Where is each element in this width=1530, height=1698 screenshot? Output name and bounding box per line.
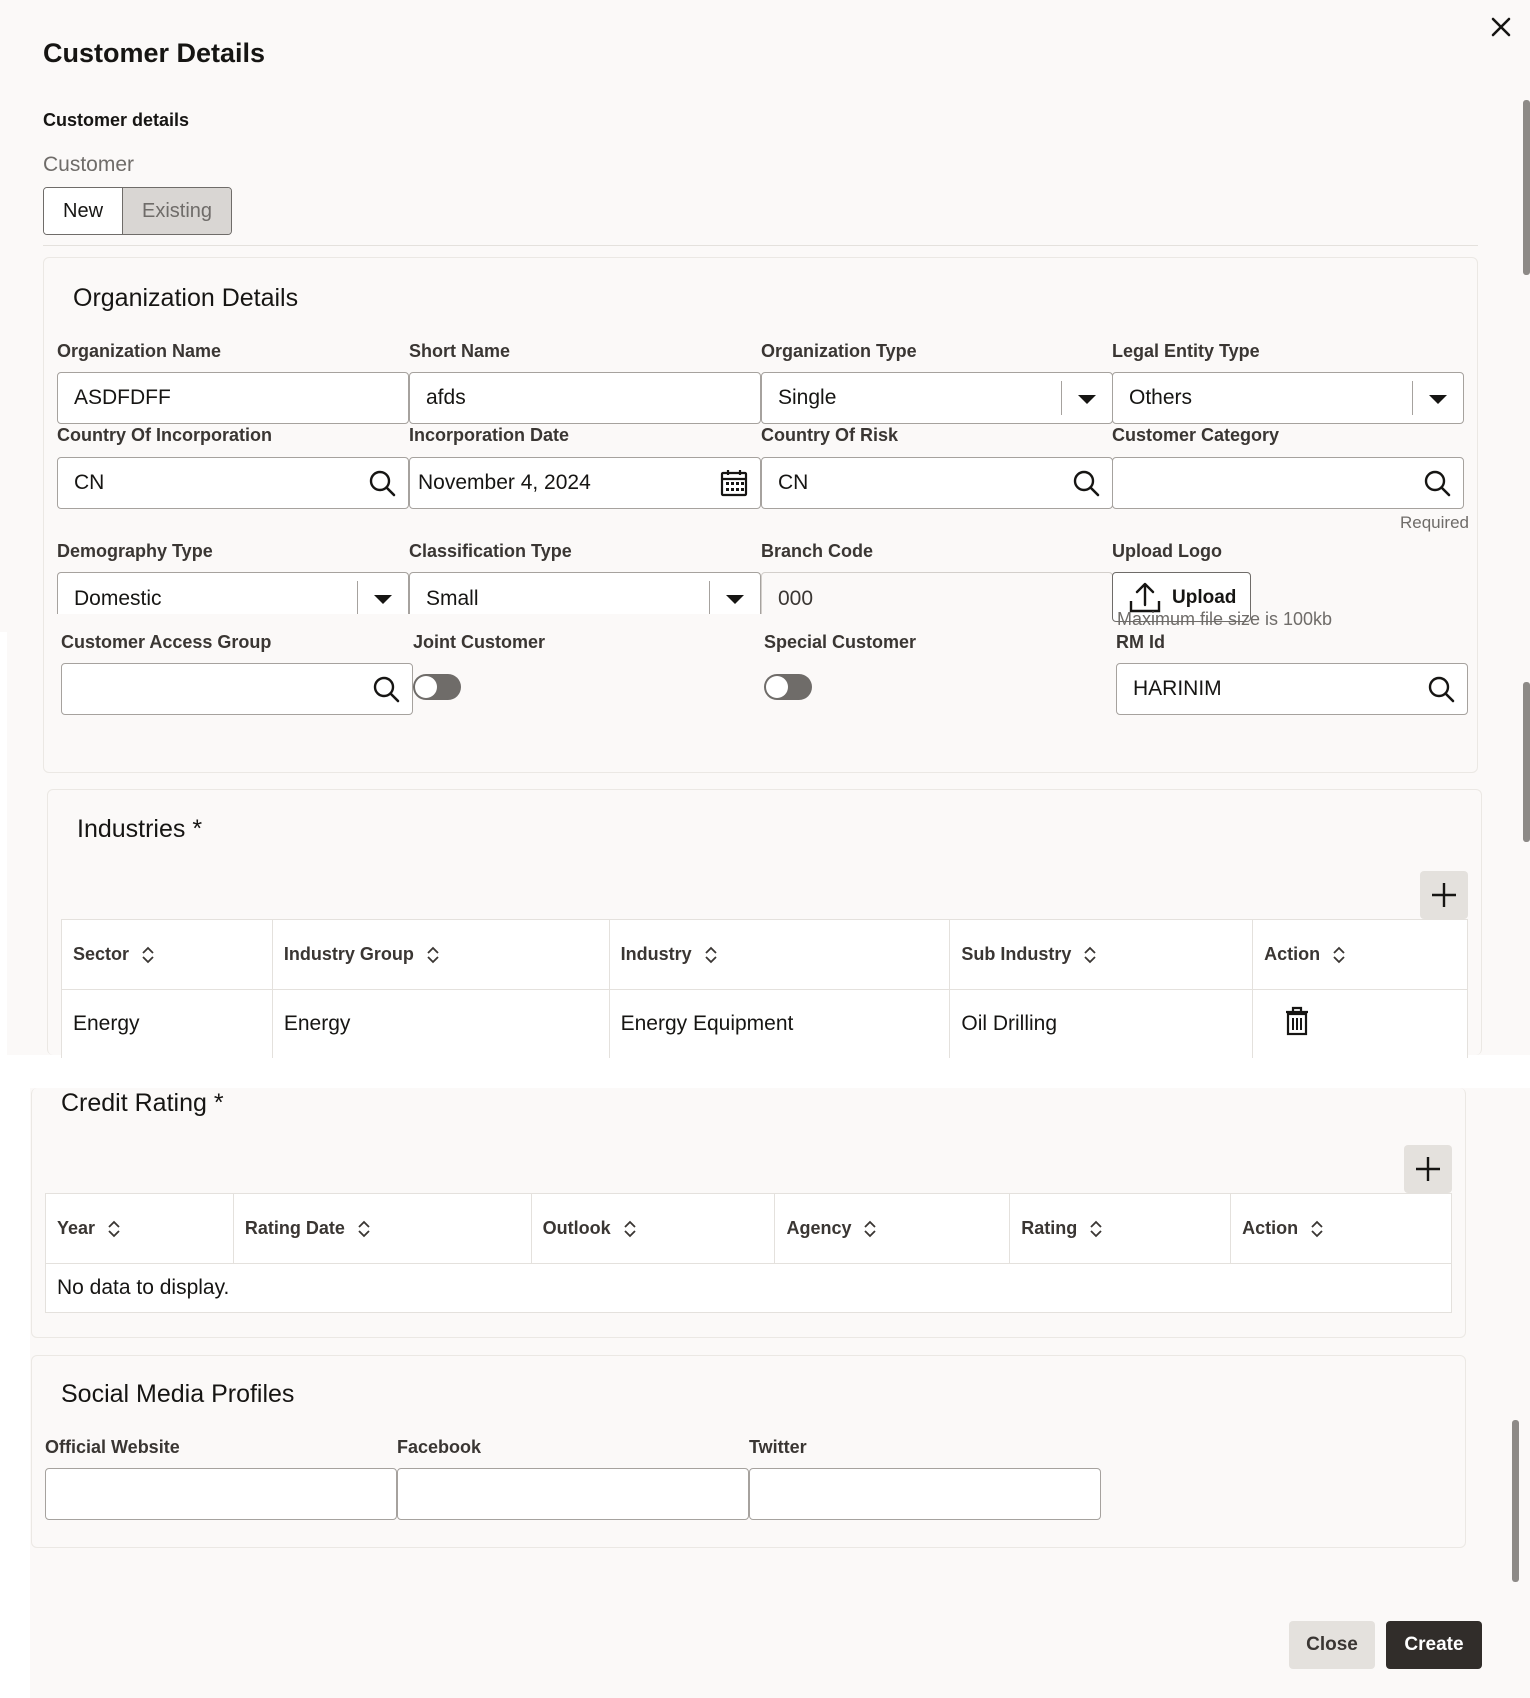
cell-industry-group: Energy <box>272 990 609 1058</box>
search-icon[interactable] <box>368 469 396 497</box>
org-name-label: Organization Name <box>57 341 222 361</box>
rm-id-label: RM Id <box>1116 632 1165 652</box>
legal-entity-label: Legal Entity Type <box>1112 341 1260 361</box>
scrollbar-thumb[interactable] <box>1523 100 1530 275</box>
plus-icon <box>1414 1155 1442 1183</box>
joint-customer-label: Joint Customer <box>413 632 546 652</box>
search-icon[interactable] <box>1072 469 1100 497</box>
sort-icon <box>107 1219 121 1239</box>
sort-icon <box>1083 945 1097 965</box>
country-inc-input[interactable]: CN <box>57 457 409 509</box>
col-year[interactable]: Year <box>46 1194 234 1264</box>
cell-action <box>1253 990 1468 1058</box>
org-type-select[interactable]: Single <box>761 372 1113 424</box>
sort-icon <box>623 1219 637 1239</box>
col-action[interactable]: Action <box>1253 920 1468 990</box>
scrollbar-thumb[interactable] <box>1512 1420 1519 1582</box>
customer-label: Customer <box>43 153 135 176</box>
sort-icon <box>1310 1219 1324 1239</box>
cell-sub-industry: Oil Drilling <box>950 990 1253 1058</box>
col-rating[interactable]: Rating <box>1010 1194 1231 1264</box>
access-group-input[interactable] <box>61 663 413 715</box>
scrollbar-thumb[interactable] <box>1523 682 1530 842</box>
industries-table <box>61 919 1468 1058</box>
classification-select[interactable]: Small <box>409 572 761 614</box>
inc-date-input[interactable]: November 4, 2024 <box>409 457 761 509</box>
left-edge-lower <box>0 1088 30 1698</box>
country-inc-label: Country Of Incorporation <box>57 425 272 445</box>
organization-title: Organization Details <box>73 284 299 312</box>
short-name-input[interactable]: afds <box>409 372 761 424</box>
sort-icon <box>357 1219 371 1239</box>
country-risk-label: Country Of Risk <box>761 425 899 445</box>
screenshot-seam <box>0 1055 1530 1088</box>
branch-code-label: Branch Code <box>761 541 874 561</box>
branch-code-input: 000 <box>761 572 1113 614</box>
rm-id-input[interactable]: HARINIM <box>1116 663 1468 715</box>
col-sub-industry[interactable]: Sub Industry <box>950 920 1253 990</box>
sort-icon <box>704 945 718 965</box>
cust-category-label: Customer Category <box>1112 425 1280 445</box>
twitter-input[interactable] <box>749 1468 1101 1520</box>
demography-label: Demography Type <box>57 541 213 561</box>
search-icon[interactable] <box>1427 675 1455 703</box>
divider <box>43 245 1478 246</box>
sort-icon <box>863 1219 877 1239</box>
table-row <box>62 990 1468 1058</box>
add-credit-rating-button[interactable] <box>1404 1145 1452 1193</box>
col-industry-group[interactable]: Industry Group <box>272 920 609 990</box>
upload-button-label: Upload <box>1172 587 1237 608</box>
plus-icon <box>1430 881 1458 909</box>
classification-label: Classification Type <box>409 541 572 561</box>
org-name-input[interactable]: ASDFDFF <box>57 372 409 424</box>
facebook-label: Facebook <box>397 1437 482 1457</box>
website-label: Official Website <box>45 1437 180 1457</box>
credit-rating-title: Credit Rating * <box>61 1089 224 1117</box>
cell-sector: Energy <box>62 990 273 1058</box>
required-hint: Required <box>1400 513 1469 532</box>
col-rating-date[interactable]: Rating Date <box>233 1194 531 1264</box>
cell-industry: Energy Equipment <box>609 990 950 1058</box>
sort-icon <box>1089 1219 1103 1239</box>
col-sector[interactable]: Sector <box>62 920 273 990</box>
credit-rating-table <box>45 1193 1452 1313</box>
col-outlook[interactable]: Outlook <box>531 1194 775 1264</box>
max-file-size-note: Maximum file size is 100kb <box>1117 609 1333 629</box>
col-action[interactable]: Action <box>1231 1194 1452 1264</box>
industries-title: Industries * <box>77 815 203 843</box>
social-media-title: Social Media Profiles <box>61 1380 295 1408</box>
col-industry[interactable]: Industry <box>609 920 950 990</box>
org-type-label: Organization Type <box>761 341 917 361</box>
facebook-input[interactable] <box>397 1468 749 1520</box>
chevron-down-icon <box>726 595 744 604</box>
legal-entity-select[interactable]: Others <box>1112 372 1464 424</box>
demography-select[interactable]: Domestic <box>57 572 409 614</box>
close-button[interactable]: Close <box>1289 1621 1375 1669</box>
empty-message: No data to display. <box>46 1264 1452 1313</box>
segment-existing[interactable]: Existing <box>122 188 231 234</box>
cust-category-input[interactable] <box>1112 457 1464 509</box>
access-group-label: Customer Access Group <box>61 632 272 652</box>
calendar-icon[interactable] <box>720 469 748 497</box>
sort-icon <box>1332 945 1346 965</box>
close-icon[interactable] <box>1486 12 1516 42</box>
create-button[interactable]: Create <box>1386 1621 1482 1669</box>
chevron-down-icon <box>1429 395 1447 404</box>
section-label: Customer details <box>43 110 190 130</box>
add-industry-button[interactable] <box>1420 871 1468 919</box>
search-icon[interactable] <box>1423 469 1451 497</box>
trash-icon[interactable] <box>1283 1006 1311 1036</box>
customer-type-toggle <box>43 187 232 235</box>
page-title: Customer Details <box>43 38 266 68</box>
upload-logo-label: Upload Logo <box>1112 541 1222 561</box>
chevron-down-icon <box>1078 395 1096 404</box>
sort-icon <box>141 945 155 965</box>
short-name-label: Short Name <box>409 341 511 361</box>
inc-date-label: Incorporation Date <box>409 425 570 445</box>
search-icon[interactable] <box>372 675 400 703</box>
website-input[interactable] <box>45 1468 397 1520</box>
joint-customer-toggle[interactable] <box>413 674 461 700</box>
special-customer-toggle[interactable] <box>764 674 812 700</box>
chevron-down-icon <box>374 595 392 604</box>
special-customer-label: Special Customer <box>764 632 917 652</box>
country-risk-input[interactable]: CN <box>761 457 1113 509</box>
twitter-label: Twitter <box>749 1437 807 1457</box>
segment-new[interactable]: New <box>44 188 122 234</box>
sort-icon <box>426 945 440 965</box>
col-agency[interactable]: Agency <box>775 1194 1010 1264</box>
